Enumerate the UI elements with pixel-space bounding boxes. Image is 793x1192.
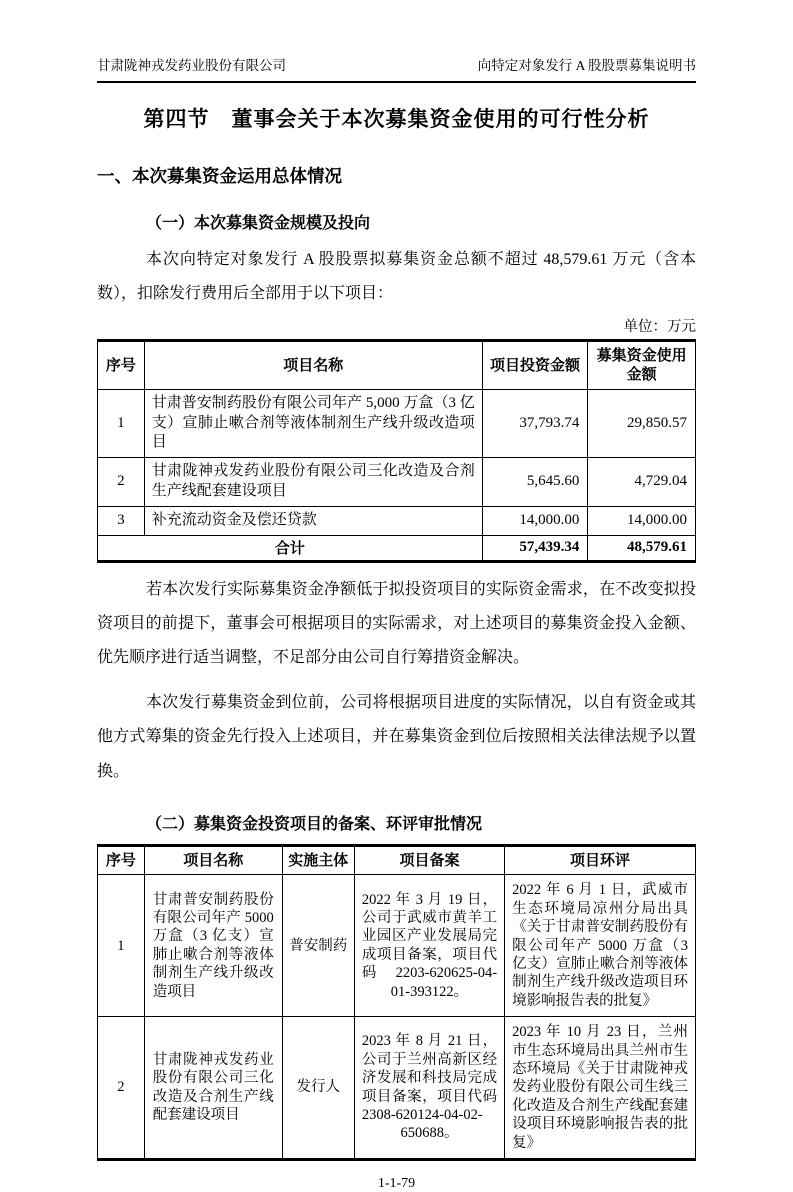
cell-invest-amount: 37,793.74 (482, 389, 588, 457)
table1-total-row (98, 535, 696, 561)
running-header (97, 54, 696, 83)
cell-use-amount: 14,000.00 (588, 506, 696, 535)
table2-col-entity: 实施主体 (282, 845, 354, 875)
cell-no: 2 (98, 1017, 145, 1160)
table2-header-row (98, 845, 696, 875)
table2-col-project: 项目名称 (144, 845, 282, 875)
cell-invest-amount: 14,000.00 (482, 506, 588, 535)
table2-col-env: 项目环评 (505, 845, 696, 875)
cell-total-invest: 57,439.34 (482, 535, 588, 561)
cell-total-use: 48,579.61 (588, 535, 696, 561)
cell-entity: 普安制药 (282, 875, 354, 1017)
table2-col-filing: 项目备案 (354, 845, 504, 875)
heading-scale: （一）本次募集资金规模及投向 (146, 215, 371, 232)
unit-note: 单位：万元 (623, 318, 696, 335)
table2-row (98, 1017, 696, 1160)
project-filing-table (97, 844, 696, 1161)
cell-project-name: 甘肃陇神戎发药业股份有限公司三化改造及合剂生产线配套建设项目 (144, 1017, 282, 1160)
cell-project-name: 甘肃普安制药股份有限公司年产 5000 万盒（3 亿支）宣肺止嗽合剂等液体制剂生产线升级改造项目 (144, 875, 282, 1017)
cell-total-label: 合计 (98, 535, 483, 561)
cell-use-amount: 4,729.04 (588, 458, 696, 507)
cell-env-approval: 2022 年 6 月 1 日，武威市生态环境局凉州分局出具《关于甘肃普安制药股份有限公司年产 5000 万盒（3 亿支）宣肺止嗽合剂等液体制剂生产线升级改造项目环境影响报告表的批复》 (505, 875, 696, 1017)
cell-invest-amount: 5,645.60 (482, 458, 588, 507)
table1-row (98, 506, 696, 535)
table1-col-no: 序号 (98, 340, 145, 389)
table2-col-no: 序号 (98, 845, 145, 875)
cell-no: 3 (98, 506, 145, 535)
cell-entity: 发行人 (282, 1017, 354, 1160)
table1-col-project: 项目名称 (144, 340, 482, 389)
table1-col-invest: 项目投资金额 (482, 340, 588, 389)
document-type: 向特定对象发行 A 股股票募集说明书 (477, 58, 696, 73)
paragraph-scale: 本次向特定对象发行 A 股股票拟募集资金总额不超过 48,579.61 万元（含本数），扣除发行费用后全部用于以下项目： (97, 251, 696, 303)
table1-row (98, 389, 696, 457)
cell-no: 1 (98, 875, 145, 1017)
cell-project-name: 补充流动资金及偿还贷款 (144, 506, 482, 535)
paragraph-advance-funding: 本次发行募集资金到位前，公司将根据项目进度的实际情况，以自有资金或其他方式筹集的资金先行投入上述项目，并在募集资金到位后按照相关法律法规予以置换。 (97, 693, 696, 780)
fund-allocation-table (97, 339, 696, 563)
cell-no: 1 (98, 389, 145, 457)
heading-filing: （二）募集资金投资项目的备案、环评审批情况 (146, 815, 483, 833)
cell-project-name: 甘肃普安制药股份有限公司年产 5,000 万盒（3 亿支）宣肺止嗽合剂等液体制剂生产线升级改造项目 (144, 389, 482, 457)
cell-filing: 2023 年 8 月 21 日，公司于兰州高新区经济发展和科技局完成项目备案，项目代码 2308-620124-04-02-650688。 (354, 1017, 504, 1160)
cell-use-amount: 29,850.57 (588, 389, 696, 457)
page-number: 1-1-79 (377, 1176, 416, 1192)
company-name: 甘肃陇神戎发药业股份有限公司 (97, 58, 286, 73)
section-title: 第四节 董事会关于本次募集资金使用的可行性分析 (143, 108, 650, 131)
table2-row (98, 875, 696, 1017)
cell-env-approval: 2023 年 10 月 23 日，兰州市生态环境局出具兰州市生态环境局《关于甘肃陇神戎发药业股份有限公司生线三化改造及合剂生产线配套建设项目环境影响报告表的批复》 (505, 1017, 696, 1160)
paragraph-adjustment: 若本次发行实际募集资金净额低于拟投资项目的实际资金需求，在不改变拟投资项目的前提下，董事会可根据项目的实际需求，对上述项目的募集资金投入金额、优先顺序进行适当调整，不足部分由公司自行筹措资金解决。 (97, 580, 696, 667)
table1-row (98, 458, 696, 507)
heading-overview: 一、本次募集资金运用总体情况 (97, 166, 342, 186)
table1-header-row (98, 340, 696, 389)
cell-no: 2 (98, 458, 145, 507)
table1-col-use: 募集资金使用金额 (588, 340, 696, 389)
cell-filing: 2022 年 3 月 19 日，公司于武威市黄羊工业园区产业发展局完成项目备案，项目代码 2203-620625-04-01-393122。 (354, 875, 504, 1017)
cell-project-name: 甘肃陇神戎发药业股份有限公司三化改造及合剂生产线配套建设项目 (144, 458, 482, 507)
